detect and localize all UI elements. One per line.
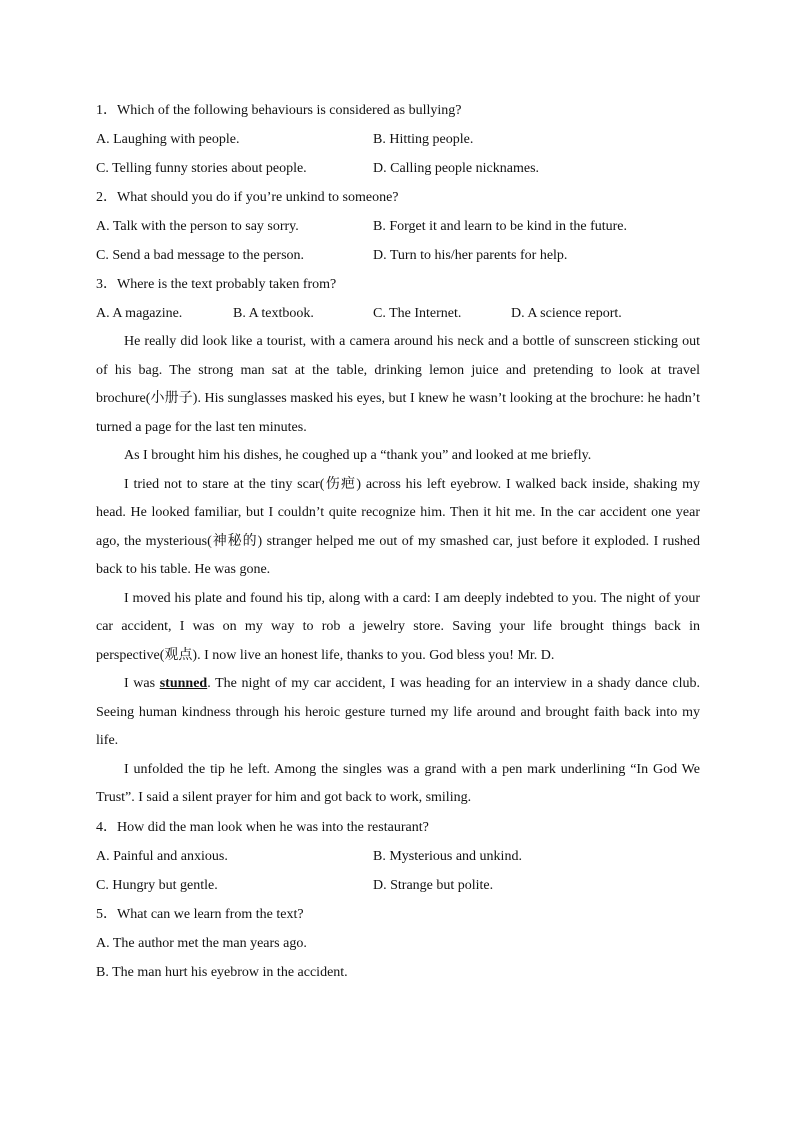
- option-a: A. The author met the man years ago.: [96, 935, 307, 951]
- option-b: B. A textbook.: [233, 306, 314, 321]
- option-d: D. Calling people nicknames.: [373, 161, 540, 176]
- question-1-options-row-1: [96, 125, 700, 154]
- option-d: D. Turn to his/her parents for help.: [373, 248, 568, 263]
- paragraph-5-rest: . The night of my car accident, I was heading for an interview in a shady dance club. Seeing human kindness through his heroic gesture turned my life around and brought faith back into my life.: [96, 676, 700, 748]
- question-3-stem: 3．Where is the text probably taken from?: [96, 277, 337, 292]
- paragraph-5-lead: I was: [124, 676, 160, 691]
- option-b: B. Forget it and learn to be kind in the future.: [373, 219, 628, 234]
- option-a: A. A magazine.: [96, 306, 183, 321]
- option-a: A. Laughing with people.: [96, 132, 240, 147]
- option-a: A. Painful and anxious.: [96, 848, 228, 864]
- question-1-stem: 1．Which of the following behaviours is considered as bullying?: [96, 103, 462, 118]
- passage-paragraph-1: He really did look like a tourist, with a camera around his neck and a bottle of sunscreen sticking out of his bag. The strong man sat at the table, drinking lemon juice and pretending to look at travel brochure(小册子). His sunglasses masked his eyes, but I knew he wasn’t looking at the brochure: he hadn’t turned a page for the last ten minutes.: [96, 334, 700, 435]
- document-page: [96, 96, 700, 987]
- option-b: B. The man hurt his eyebrow in the accident.: [96, 964, 348, 980]
- passage-paragraph-3: I tried not to stare at the tiny scar(伤疤) across his left eyebrow. I walked back inside, shaking my head. He looked familiar, but I couldn’t quite recognize him. Then it hit me. In the car accident one year ago, the mysterious(神秘的) stranger helped me out of my smashed car, just before it exploded. I rushed back to his table. He was gone.: [96, 476, 700, 577]
- option-b: B. Mysterious and unkind.: [373, 848, 522, 864]
- question-2-options-row-2: [96, 241, 700, 270]
- question-2-stem: 2．What should you do if you’re unkind to someone?: [96, 190, 399, 205]
- reading-passage: [96, 328, 700, 813]
- option-c: C. Telling funny stories about people.: [96, 161, 307, 176]
- question-4-stem: 4．How did the man look when he was into the restaurant?: [96, 819, 429, 835]
- question-4-options-row-2: [96, 871, 700, 900]
- passage-paragraph-5: [96, 670, 700, 756]
- question-3-options-row: [96, 299, 700, 328]
- passage-paragraph-6: I unfolded the tip he left. Among the singles was a grand with a pen mark underlining “In God We Trust”. I said a silent prayer for him and got back to work, smiling.: [96, 761, 700, 805]
- option-c: C. The Internet.: [373, 306, 462, 321]
- question-5-stem: 5．What can we learn from the text?: [96, 906, 304, 922]
- stunned-keyword: stunned: [159, 676, 208, 691]
- passage-paragraph-4: I moved his plate and found his tip, along with a card: I am deeply indebted to you. The night of your car accident, I was on my way to rob a jewelry store. Saving your life brought things back in perspective(观点). I now live an honest life, thanks to you. God bless you! Mr. D.: [96, 590, 700, 663]
- question-2-options-row-1: [96, 212, 700, 241]
- option-c: C. Send a bad message to the person.: [96, 248, 305, 263]
- option-b: B. Hitting people.: [373, 132, 474, 147]
- option-c: C. Hungry but gentle.: [96, 877, 218, 893]
- option-d: D. Strange but polite.: [373, 877, 494, 893]
- option-d: D. A science report.: [511, 306, 622, 321]
- question-4-options-row-1: [96, 842, 700, 871]
- option-a: A. Talk with the person to say sorry.: [96, 219, 299, 234]
- passage-paragraph-2: As I brought him his dishes, he coughed up a “thank you” and looked at me briefly.: [124, 448, 592, 463]
- question-1-options-row-2: [96, 154, 700, 183]
